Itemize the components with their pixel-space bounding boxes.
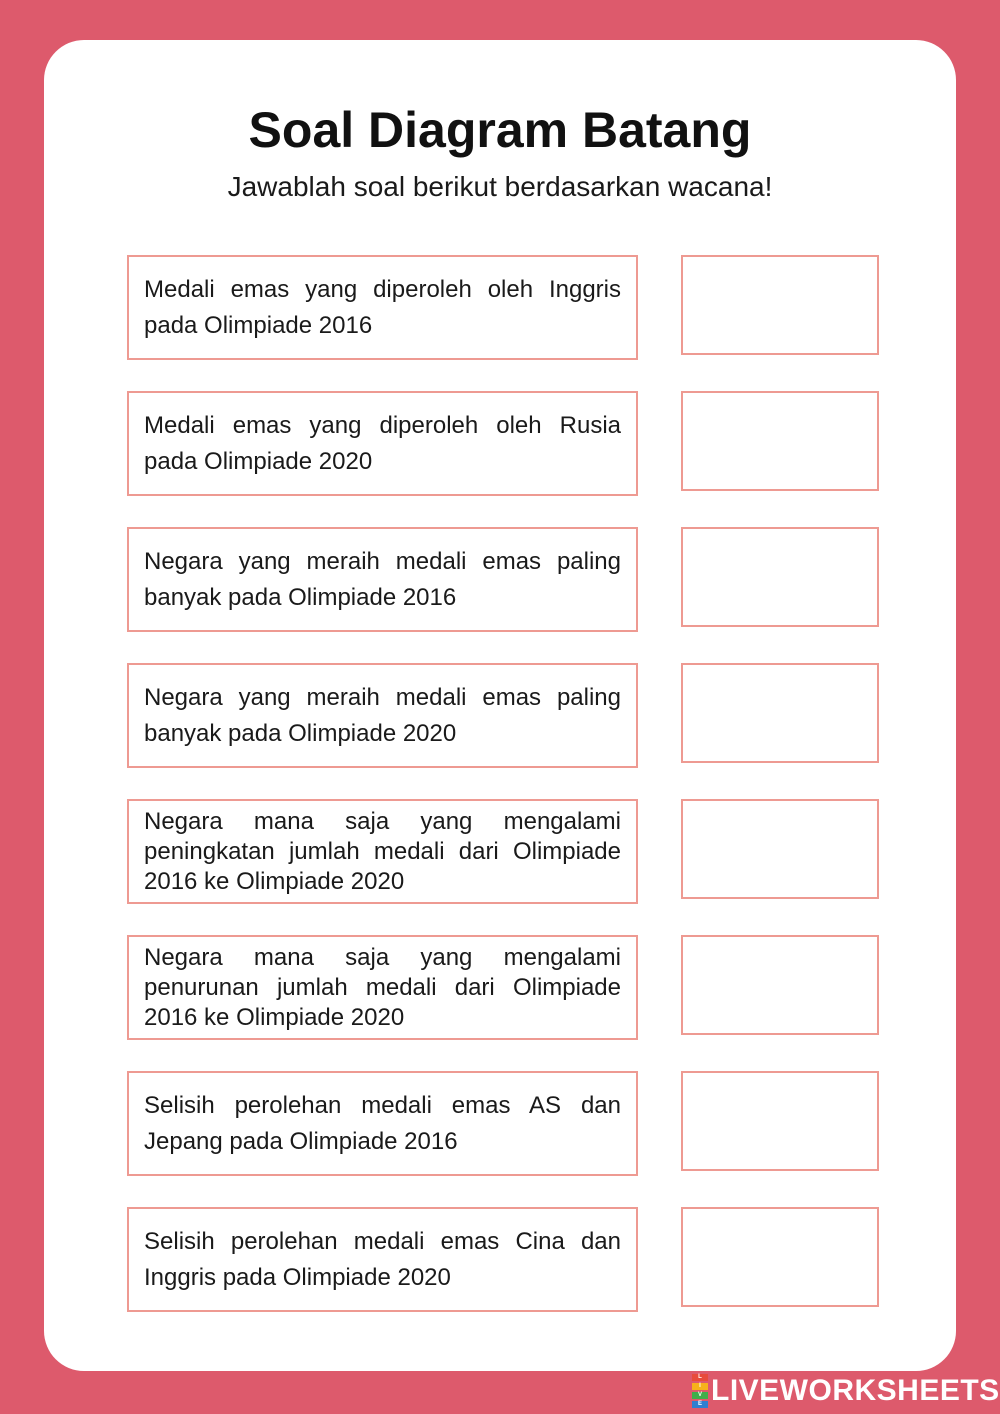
brand-name: LIVEWORKSHEETS [711,1374,1000,1407]
question-box-2 [127,391,638,496]
question-text: Medali emas yang diperoleh oleh Inggris pada Olimpiade 2016 [144,275,621,339]
question-box-4 [127,663,638,768]
question-text: Selisih perolehan medali emas AS dan Jepang pada Olimpiade 2016 [144,1091,621,1155]
brand-icon [692,1373,708,1409]
answer-box-6[interactable] [681,935,879,1035]
logo-letter: L [692,1374,708,1381]
question-box-7 [127,1071,638,1176]
question-text: Negara mana saja yang mengalami penurunan jumlah medali dari Olimpiade 2016 ke Olimpiade 2020 [144,943,621,1031]
answer-box-5[interactable] [681,799,879,899]
logo-letter: V [692,1392,708,1399]
question-box-1 [127,255,638,360]
page-title: Soal Diagram Batang [248,102,752,158]
question-box-3 [127,527,638,632]
question-box-5 [127,799,638,904]
page-subtitle: Jawablah soal berikut berdasarkan wacana! [227,171,773,202]
question-text: Negara yang meraih medali emas paling banyak pada Olimpiade 2020 [144,683,621,747]
logo-letter: I [692,1383,708,1390]
answer-box-7[interactable] [681,1071,879,1171]
question-text: Negara yang meraih medali emas paling banyak pada Olimpiade 2016 [144,547,621,611]
answer-box-2[interactable] [681,391,879,491]
logo-letter: E [692,1401,708,1408]
question-text: Medali emas yang diperoleh oleh Rusia pada Olimpiade 2020 [144,411,621,475]
answer-box-3[interactable] [681,527,879,627]
question-box-8 [127,1207,638,1312]
liveworksheets-logo [692,1375,1000,1407]
answer-box-1[interactable] [681,255,879,355]
question-text: Selisih perolehan medali emas Cina dan Inggris pada Olimpiade 2020 [144,1227,621,1291]
question-box-6 [127,935,638,1040]
answer-box-8[interactable] [681,1207,879,1307]
answer-box-4[interactable] [681,663,879,763]
question-text: Negara mana saja yang mengalami peningkatan jumlah medali dari Olimpiade 2016 ke Olimpiade 2020 [144,807,621,895]
